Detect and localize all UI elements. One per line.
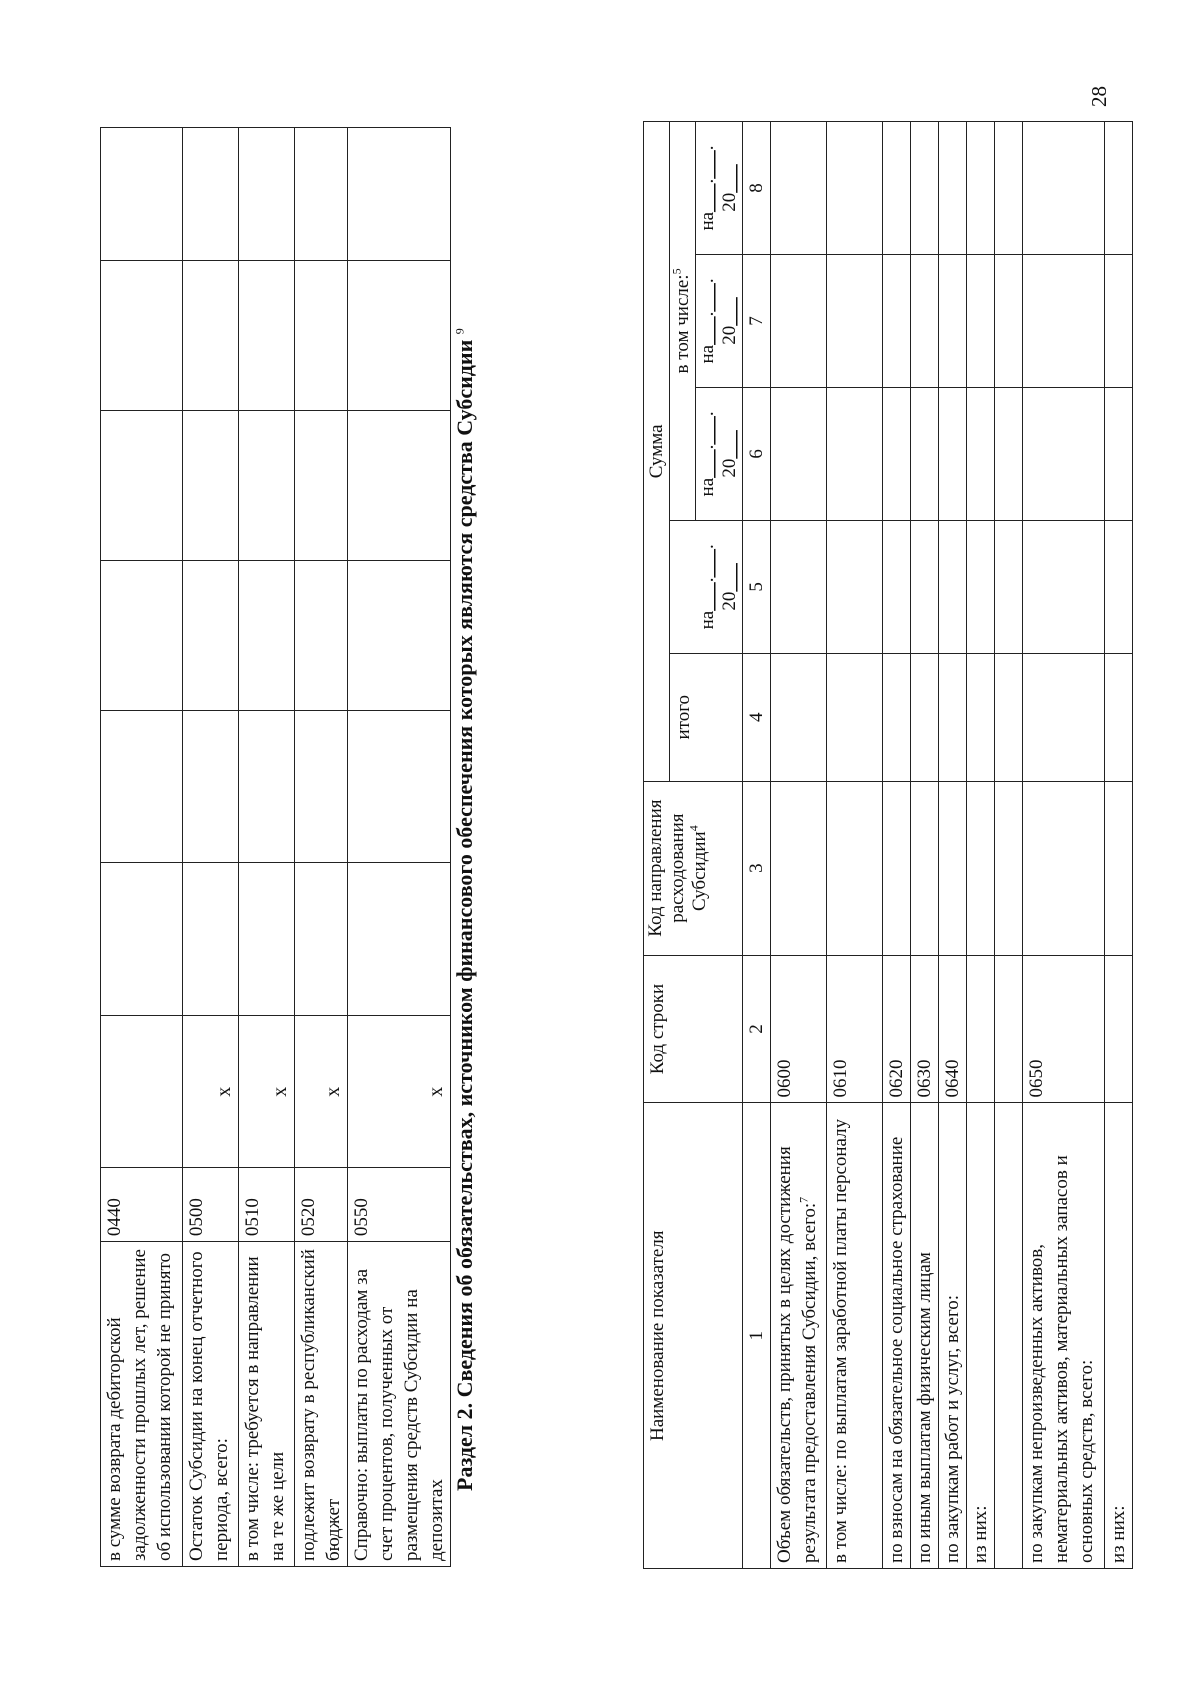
row-code: 0640 [939,955,967,1103]
footnote-ref: 7 [796,1196,811,1203]
row-code: 0600 [771,955,827,1103]
row-code [967,955,995,1103]
row-mark [101,1016,183,1168]
row-code: 0630 [911,955,939,1103]
row-code: 0620 [883,955,911,1103]
row-code: 0440 [101,1168,183,1242]
row-name: по иным выплатам физическим лицам [911,1103,939,1569]
header-total: итого [670,653,743,781]
row-name: в том числе: по выплатам заработной платы персоналу [827,1103,883,1569]
row-name: по взносам на обязательное социальное страхование [883,1103,911,1569]
column-number: 3 [743,781,771,955]
row-name: Объем обязательств, принятых в целях достижения результата предоставления Субсидии, всего:$^7$ [771,1103,827,1569]
row-name [995,1103,1023,1569]
column-number: 6 [743,387,771,520]
column-number: 1 [743,1103,771,1569]
table-row [911,122,939,1569]
table-row [239,128,295,1567]
footnote-ref: 4 [686,825,701,832]
table-row [939,122,967,1569]
header-sum: Сумма [644,122,670,782]
row-name: Остаток Субсидии на конец отчетного периода, всего: [183,1242,239,1567]
table-row [1023,122,1105,1569]
column-number: 2 [743,955,771,1103]
row-code: 0510 [239,1168,295,1242]
header-name: Наименование показателя [644,1103,743,1569]
table-row [883,122,911,1569]
table-row [771,122,827,1569]
obligations-table [643,121,1133,1569]
x-mark: x [183,1016,239,1168]
balance-table [100,127,451,1567]
footnote-ref: 5 [669,268,684,275]
table-row [183,128,239,1567]
table-row [101,128,183,1567]
footnote-ref: 9 [452,328,467,335]
column-number: 5 [743,520,771,653]
table-row [348,128,451,1567]
date-header: на___.___. 20___ [696,520,743,653]
row-name: Справочно: выплаты по расходам за счет процентов, полученных от размещения средств Субсидии на депозитах [348,1242,451,1567]
column-number-row [743,122,771,1569]
row-code [1105,955,1133,1103]
header-direction-code: Код направления расходования Субсидии$^4$ [644,781,743,955]
header-code: Код строки [644,955,743,1103]
date-header: на___.___. 20___ [696,387,743,520]
row-code: 0550 [348,1168,451,1242]
row-code: 0650 [1023,955,1105,1103]
row-code [995,955,1023,1103]
table-row [827,122,883,1569]
row-name: из них: [1105,1103,1133,1569]
section-title: Раздел 2. Сведения об обязательствах, источником финансового обеспечения которых являются средства Субсидии $^9$ [452,328,477,1491]
header-including: в том числе:$^5$ [670,122,696,521]
row-name: подлежит возврату в республиканский бюджет [295,1242,348,1567]
x-mark: x [239,1016,295,1168]
date-header: на___.___. 20___ [696,254,743,387]
header-row [644,122,670,1569]
x-mark: x [348,1016,451,1168]
row-name: по закупкам работ и услуг, всего: [939,1103,967,1569]
table-row [995,122,1023,1569]
date-header: на___.___. 20___ [696,122,743,255]
column-number: 8 [743,122,771,255]
row-name: в сумме возврата дебиторской задолженности прошлых лет, решение об использовании которой не принято [101,1242,183,1567]
row-name: в том числе: требуется в направлении на те же цели [239,1242,295,1567]
x-mark: x [295,1016,348,1168]
table-row [1105,122,1133,1569]
row-code: 0610 [827,955,883,1103]
column-number: 7 [743,254,771,387]
row-name: из них: [967,1103,995,1569]
table-row [295,128,348,1567]
column-number: 4 [743,653,771,781]
row-code: 0500 [183,1168,239,1242]
row-code: 0520 [295,1168,348,1242]
page-number: 28 [1087,86,1111,107]
row-name: по закупкам непроизведенных активов, нематериальных активов, материальных запасов и основных средств, всего: [1023,1103,1105,1569]
table-row [967,122,995,1569]
